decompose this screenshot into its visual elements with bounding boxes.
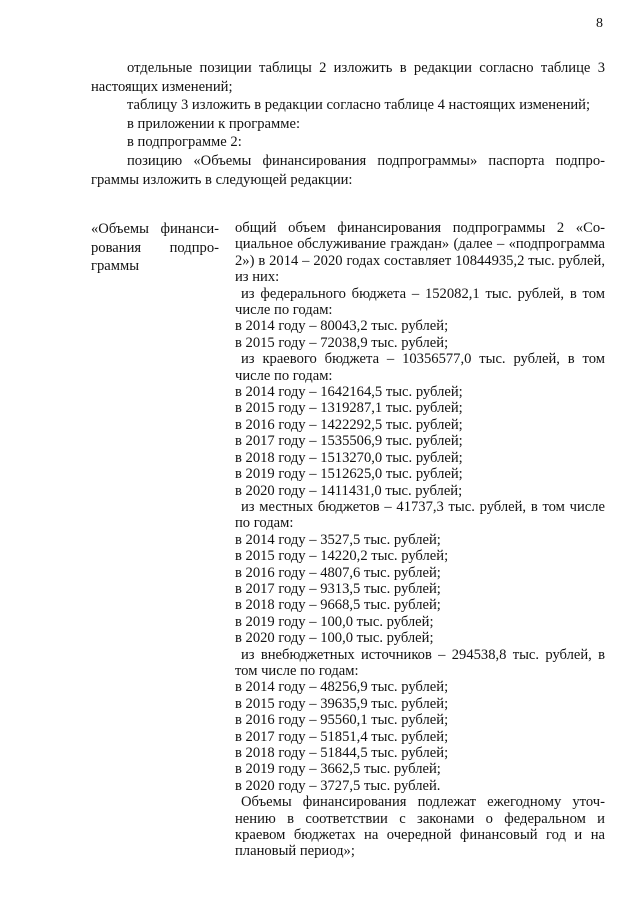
financing-line: в 2017 году – 1535506,9 тыс. рублей; [235,433,463,450]
financing-line: Объемы финансирования подлежат ежегодному уточнению в соответствии с законами о федеральном и краевом бюджетах на очередной финансовый год и на плановый период»; [235,794,605,860]
financing-line: в 2015 году – 14220,2 тыс. рублей; [235,548,449,565]
intro-paragraph: в приложении к программе: [127,115,301,132]
financing-line: в 2020 году – 3727,5 тыс. рублей. [235,777,441,794]
financing-line: в 2019 году – 1512625,0 тыс. рублей; [235,466,463,483]
financing-line: из внебюджетных источников – 294538,8 тыс. рублей, в том числе по годам: [235,646,605,679]
financing-line: в 2016 году – 4807,6 тыс. рублей; [235,564,441,581]
financing-line: в 2016 году – 1422292,5 тыс. рублей; [235,416,463,433]
financing-line: в 2015 году – 39635,9 тыс. рублей; [235,695,449,712]
passport-label-word: подпро- [169,239,219,256]
financing-line: в 2017 году – 51851,4 тыс. рублей; [235,728,449,745]
financing-line: в 2017 году – 9313,5 тыс. рублей; [235,580,441,597]
financing-line: в 2014 году – 80043,2 тыс. рублей; [235,318,449,335]
intro-paragraph: отдельные позиции таблицы 2 изложить в редакции согласно таблице 3 настоящих изменений; [91,60,605,95]
intro-paragraph: в подпрограмме 2: [127,134,242,151]
financing-line: из федерального бюджета – 152082,1 тыс. рублей, в том числе по годам: [235,285,605,319]
financing-line: в 2020 году – 1411431,0 тыс. рублей; [235,482,463,499]
passport-position-table [91,220,605,860]
financing-line: в 2018 году – 9668,5 тыс. рублей; [235,597,441,614]
passport-label-word: граммы [91,258,140,275]
financing-line: в 2015 году – 72038,9 тыс. рублей; [235,334,449,351]
financing-line: в 2014 году – 3527,5 тыс. рублей; [235,531,441,548]
financing-line: в 2018 году – 51844,5 тыс. рублей; [235,745,449,761]
intro-paragraph: позицию «Объемы финансирования подпрограммы» паспорта подпрограммы изложить в следующей редакции: [91,152,605,188]
financing-line: из краевого бюджета – 10356577,0 тыс. рублей, в том числе по годам: [235,351,605,384]
passport-label-word: финанси- [160,221,219,237]
financing-line: общий объем финансирования подпрограммы 2 «Социальное обслуживание граждан» (далее – «подпрограмма 2») в 2014 – 2020 годах составляет 10844935,2 тыс. рублей, из них: [235,220,605,286]
financing-line: в 2016 году – 95560,1 тыс. рублей; [235,712,449,729]
financing-line: в 2015 году – 1319287,1 тыс. рублей; [235,400,463,417]
financing-line: в 2019 году – 100,0 тыс. рублей; [235,613,434,630]
passport-content [235,220,605,860]
financing-line: в 2019 году – 3662,5 тыс. рублей; [235,761,441,778]
passport-label-line [91,257,219,276]
intro-paragraph: таблицу 3 изложить в редакции согласно таблице 4 настоящих изменений; [127,97,591,114]
passport-label-line [91,220,219,239]
passport-label-word: «Объемы [91,221,149,237]
passport-label [91,220,219,860]
intro-text [91,59,605,189]
financing-line: в 2014 году – 48256,9 тыс. рублей; [235,679,449,696]
passport-label-line [91,239,219,258]
passport-label-word: рования [91,239,142,256]
page-number: 8 [596,16,603,31]
financing-line: в 2014 году – 1642164,5 тыс. рублей; [235,384,463,401]
financing-line: в 2020 году – 100,0 тыс. рублей; [235,630,434,647]
financing-line: из местных бюджетов – 41737,3 тыс. рублей, в том числе по годам: [235,498,605,532]
financing-line: в 2018 году – 1513270,0 тыс. рублей; [235,449,463,466]
